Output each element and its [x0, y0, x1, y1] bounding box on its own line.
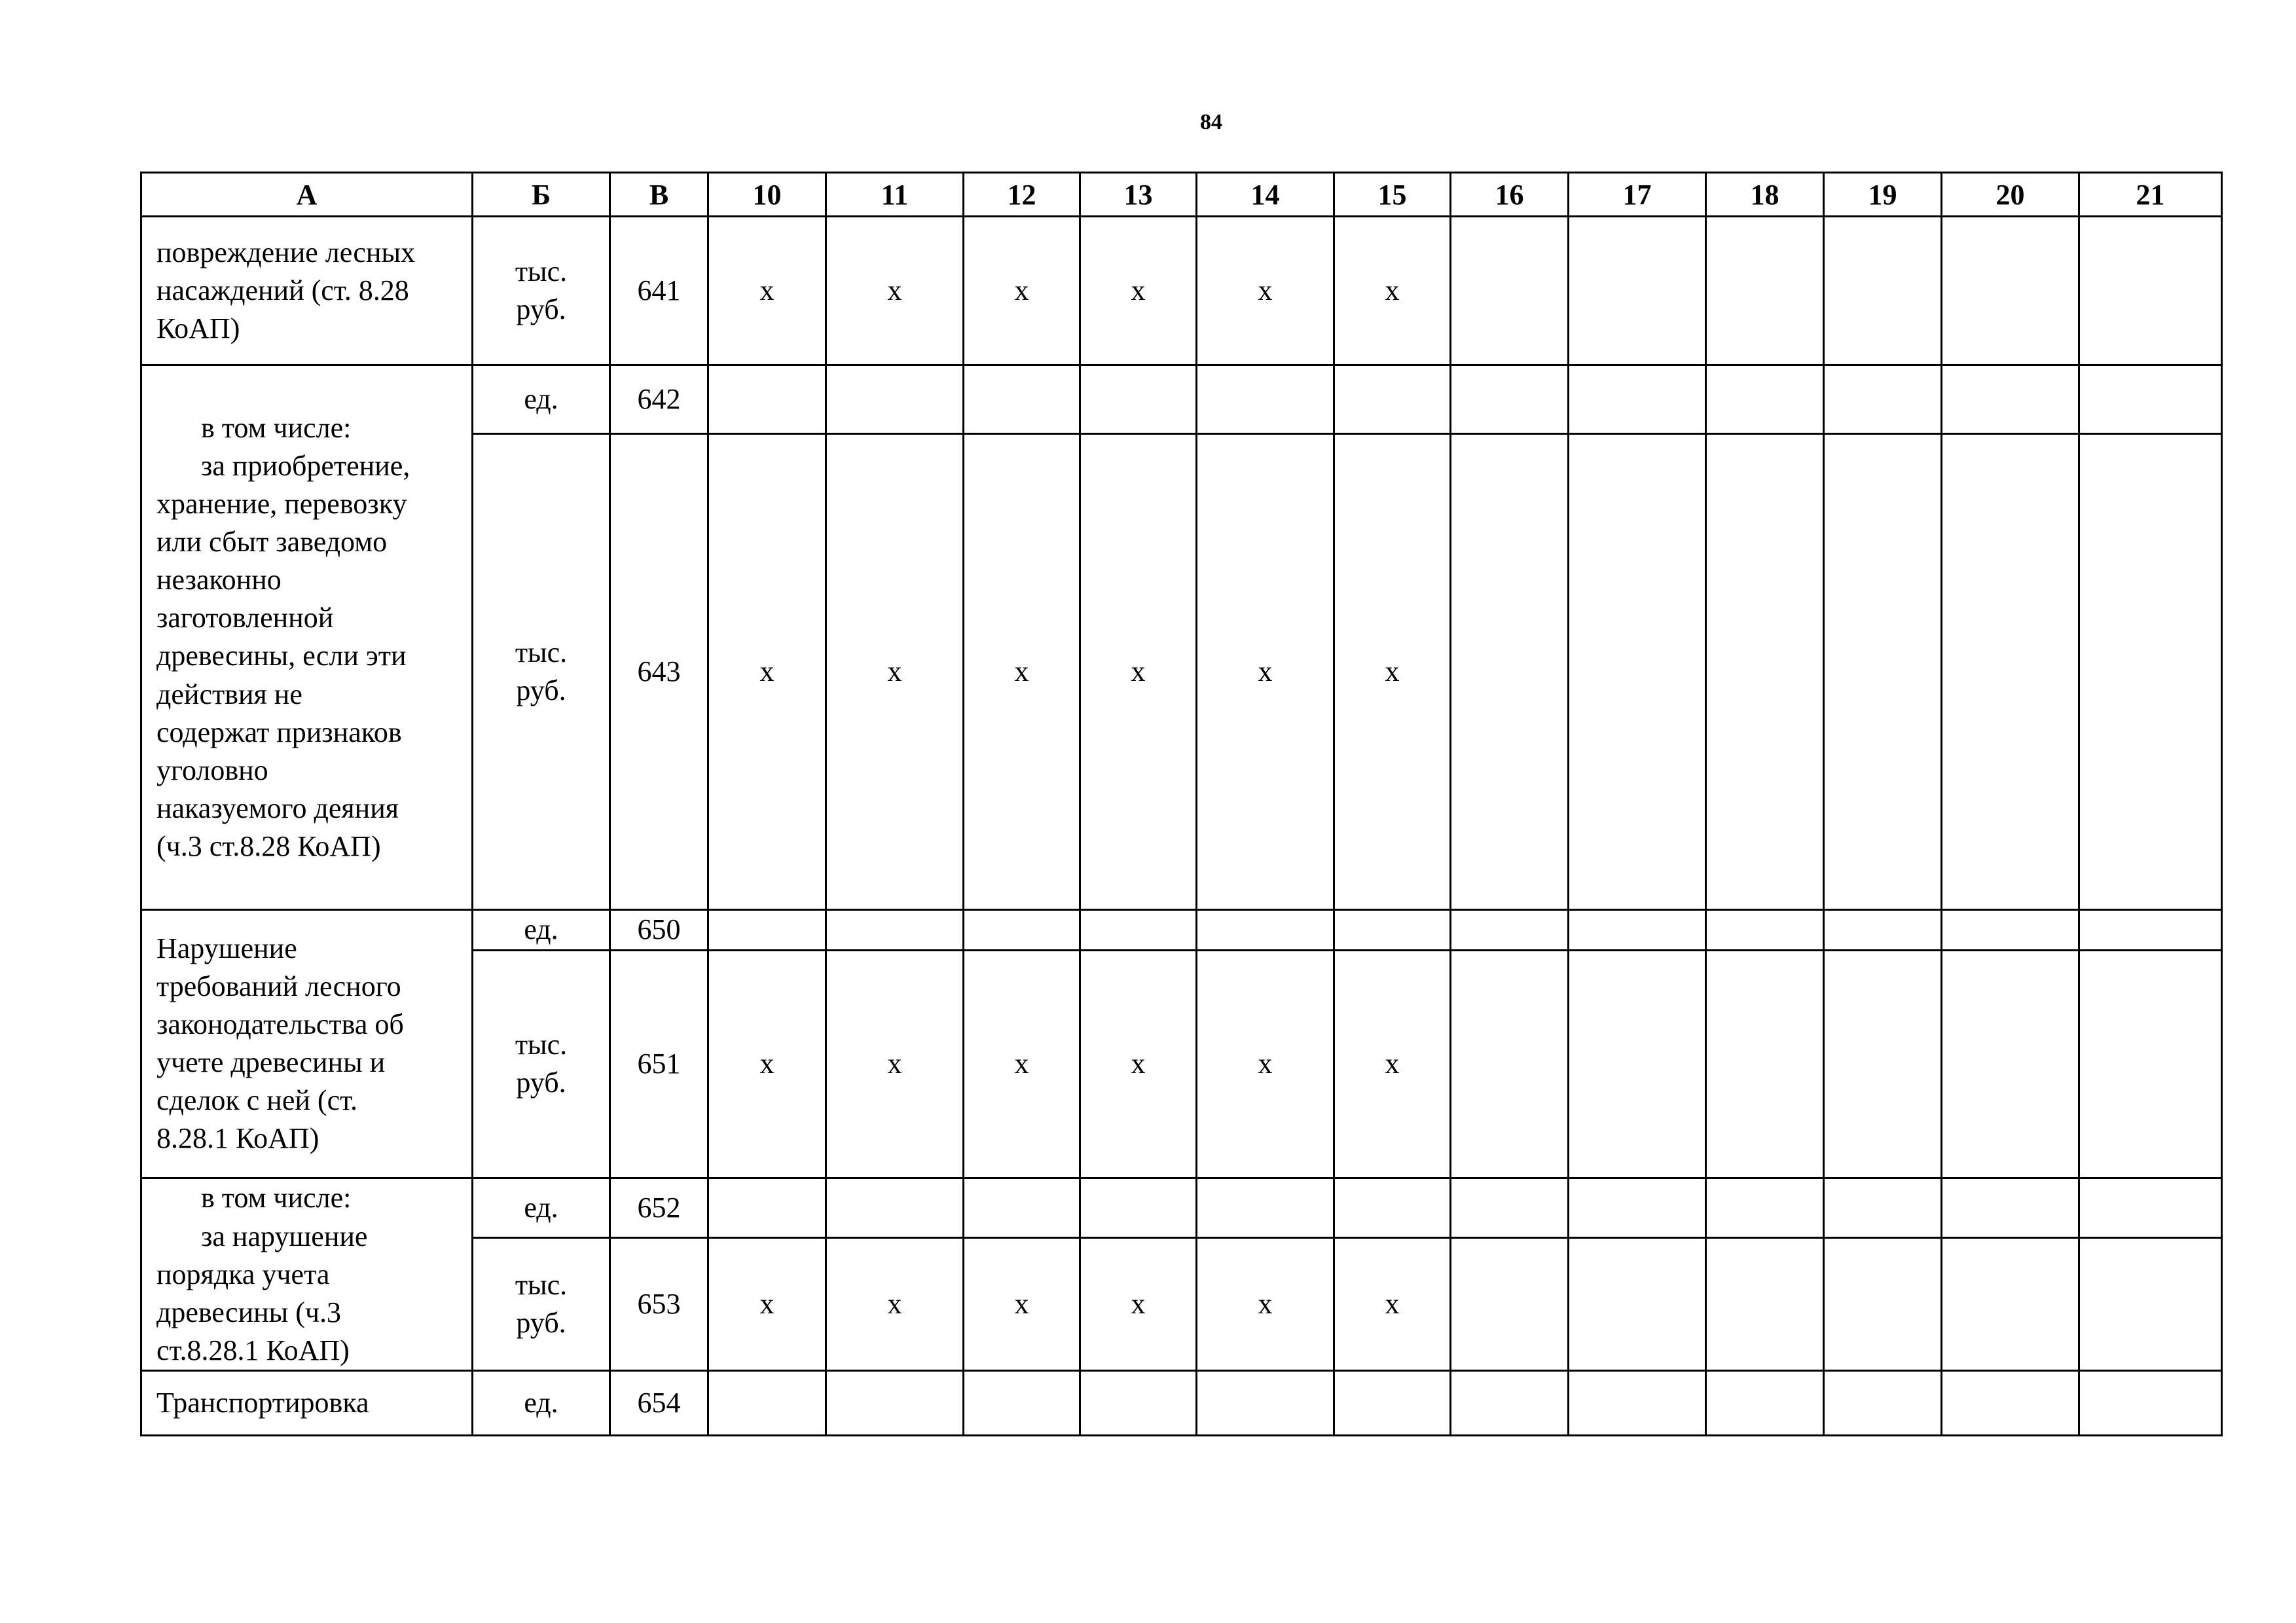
empty-cell [1569, 1237, 1706, 1371]
empty-cell [826, 1371, 964, 1436]
empty-cell [1451, 951, 1569, 1178]
code-cell: 652 [610, 1178, 708, 1237]
row-description: Нарушение требований лесного законодательства об учете древесины и сделок с ней (ст. 8.28.1 КоАП) [141, 909, 473, 1178]
empty-cell [1334, 909, 1451, 950]
unit-cell: ед. [473, 1178, 610, 1237]
empty-cell [826, 1178, 964, 1237]
mark-cell: х [1197, 217, 1334, 365]
header-cell-15: 15 [1334, 173, 1451, 217]
mark-cell: х [826, 1237, 964, 1371]
header-cell-21: 21 [2079, 173, 2222, 217]
code-cell: 651 [610, 951, 708, 1178]
mark-cell: х [964, 433, 1080, 909]
empty-cell [1706, 433, 1824, 909]
empty-cell [1451, 1371, 1569, 1436]
empty-cell [1942, 1371, 2079, 1436]
code-cell: 653 [610, 1237, 708, 1371]
row-description: в том числе: за приобретение, хранение, перевозку или сбыт заведомо незаконно заготовленной древесины, если эти действия не содержат признаков уголовно наказуемого деяния (ч.3 ст.8.28 КоАП) [141, 365, 473, 910]
empty-cell [1334, 1371, 1451, 1436]
empty-cell [708, 909, 826, 950]
empty-cell [1824, 1237, 1942, 1371]
header-cell-16: 16 [1451, 173, 1569, 217]
unit-cell: тыс. руб. [473, 433, 610, 909]
code-cell: 643 [610, 433, 708, 909]
mark-cell: х [964, 217, 1080, 365]
code-cell: 654 [610, 1371, 708, 1436]
empty-cell [1706, 1178, 1824, 1237]
mark-cell: х [1080, 433, 1197, 909]
empty-cell [1942, 365, 2079, 433]
empty-cell [2079, 365, 2222, 433]
empty-cell [1706, 1237, 1824, 1371]
empty-cell [1569, 217, 1706, 365]
empty-cell [708, 1178, 826, 1237]
empty-cell [1706, 909, 1824, 950]
empty-cell [1824, 365, 1942, 433]
mark-cell: х [964, 1237, 1080, 1371]
empty-cell [1942, 433, 2079, 909]
empty-cell [2079, 217, 2222, 365]
unit-cell: тыс. руб. [473, 951, 610, 1178]
row-description: Транспортировка [141, 1371, 473, 1436]
empty-cell [1942, 951, 2079, 1178]
empty-cell [1569, 365, 1706, 433]
empty-cell [1824, 1178, 1942, 1237]
empty-cell [1451, 217, 1569, 365]
empty-cell [1942, 1237, 2079, 1371]
empty-cell [1706, 217, 1824, 365]
unit-cell: ед. [473, 909, 610, 950]
code-cell: 642 [610, 365, 708, 433]
mark-cell: х [1080, 951, 1197, 1178]
header-cell-13: 13 [1080, 173, 1197, 217]
mark-cell: х [1197, 951, 1334, 1178]
empty-cell [826, 909, 964, 950]
empty-cell [1706, 1371, 1824, 1436]
empty-cell [1942, 909, 2079, 950]
empty-cell [1197, 1371, 1334, 1436]
mark-cell: х [964, 951, 1080, 1178]
empty-cell [1569, 433, 1706, 909]
mark-cell: х [1080, 217, 1197, 365]
empty-cell [1569, 951, 1706, 1178]
empty-cell [964, 909, 1080, 950]
header-cell-14: 14 [1197, 173, 1334, 217]
empty-cell [1080, 365, 1197, 433]
row-description: в том числе: за нарушение порядка учета древесины (ч.3 ст.8.28.1 КоАП) [141, 1178, 473, 1371]
empty-cell [1824, 433, 1942, 909]
header-cell-10: 10 [708, 173, 826, 217]
empty-cell [2079, 951, 2222, 1178]
empty-cell [1569, 909, 1706, 950]
unit-cell: ед. [473, 365, 610, 433]
empty-cell [2079, 433, 2222, 909]
mark-cell: х [708, 217, 826, 365]
header-cell-18: 18 [1706, 173, 1824, 217]
unit-cell: ед. [473, 1371, 610, 1436]
mark-cell: х [826, 217, 964, 365]
empty-cell [1080, 1178, 1197, 1237]
mark-cell: х [708, 1237, 826, 1371]
empty-cell [1197, 1178, 1334, 1237]
header-cell-19: 19 [1824, 173, 1942, 217]
empty-cell [1334, 1178, 1451, 1237]
mark-cell: х [708, 433, 826, 909]
empty-cell [1824, 217, 1942, 365]
header-cell-a: А [141, 173, 473, 217]
empty-cell [1451, 1178, 1569, 1237]
mark-cell: х [1334, 217, 1451, 365]
mark-cell: х [826, 433, 964, 909]
header-cell-11: 11 [826, 173, 964, 217]
header-cell-v: В [610, 173, 708, 217]
mark-cell: х [1197, 1237, 1334, 1371]
header-cell-20: 20 [1942, 173, 2079, 217]
empty-cell [1569, 1178, 1706, 1237]
table-row-654 [141, 1371, 2222, 1436]
empty-cell [708, 365, 826, 433]
table-row-641 [141, 217, 2222, 365]
empty-cell [964, 1371, 1080, 1436]
table-row-642 [141, 365, 2222, 433]
empty-cell [1451, 1237, 1569, 1371]
mark-cell: х [1197, 433, 1334, 909]
empty-cell [1334, 365, 1451, 433]
empty-cell [1451, 909, 1569, 950]
empty-cell [964, 365, 1080, 433]
empty-cell [1706, 951, 1824, 1178]
empty-cell [964, 1178, 1080, 1237]
header-row [141, 173, 2222, 217]
empty-cell [2079, 1371, 2222, 1436]
table-row-650 [141, 909, 2222, 950]
unit-cell: тыс. руб. [473, 217, 610, 365]
empty-cell [1824, 909, 1942, 950]
empty-cell [2079, 1237, 2222, 1371]
statistics-table [140, 172, 2223, 1436]
code-cell: 641 [610, 217, 708, 365]
empty-cell [1824, 1371, 1942, 1436]
empty-cell [1942, 1178, 2079, 1237]
empty-cell [2079, 1178, 2222, 1237]
empty-cell [1451, 433, 1569, 909]
mark-cell: х [1080, 1237, 1197, 1371]
mark-cell: х [1334, 433, 1451, 909]
empty-cell [1197, 365, 1334, 433]
table-row-652 [141, 1178, 2222, 1237]
empty-cell [826, 365, 964, 433]
mark-cell: х [708, 951, 826, 1178]
empty-cell [1569, 1371, 1706, 1436]
code-cell: 650 [610, 909, 708, 950]
header-cell-b: Б [473, 173, 610, 217]
unit-cell: тыс. руб. [473, 1237, 610, 1371]
empty-cell [1080, 909, 1197, 950]
empty-cell [708, 1371, 826, 1436]
empty-cell [1451, 365, 1569, 433]
empty-cell [1706, 365, 1824, 433]
row-description: повреждение лесных насаждений (ст. 8.28 КоАП) [141, 217, 473, 365]
page-number: 84 [1200, 110, 1222, 134]
empty-cell [1824, 951, 1942, 1178]
mark-cell: х [1334, 1237, 1451, 1371]
empty-cell [1080, 1371, 1197, 1436]
empty-cell [1942, 217, 2079, 365]
header-cell-12: 12 [964, 173, 1080, 217]
mark-cell: х [826, 951, 964, 1178]
empty-cell [1197, 909, 1334, 950]
header-cell-17: 17 [1569, 173, 1706, 217]
empty-cell [2079, 909, 2222, 950]
mark-cell: х [1334, 951, 1451, 1178]
